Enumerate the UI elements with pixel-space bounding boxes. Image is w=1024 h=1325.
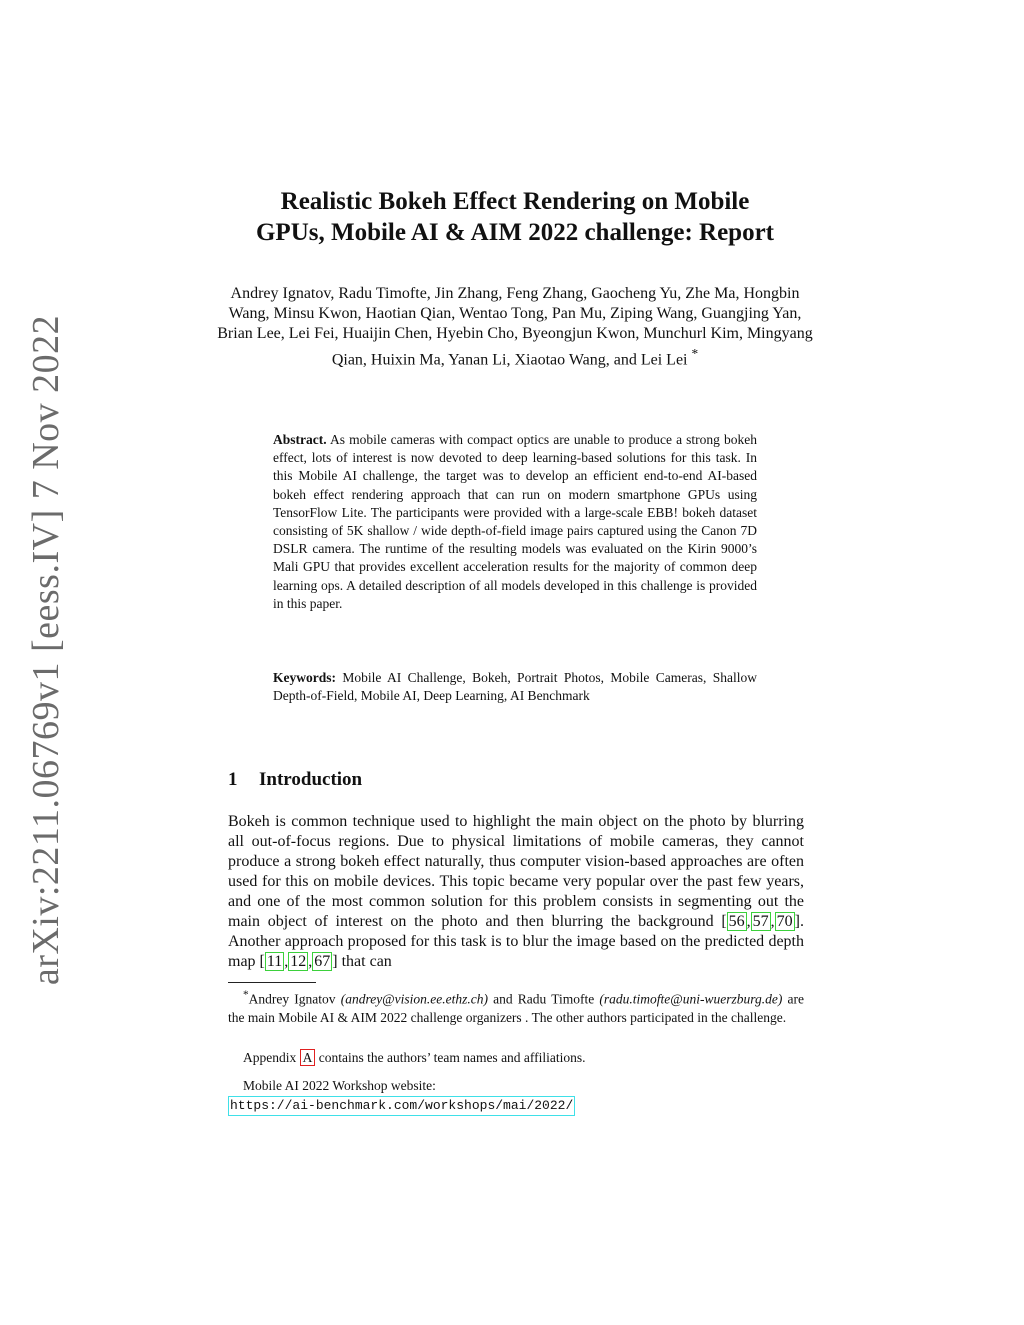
workshop-url-link[interactable]: https://ai-benchmark.com/workshops/mai/2022/	[228, 1096, 575, 1117]
footnote-organizers	[228, 986, 804, 1028]
abstract-text: As mobile cameras with compact optics are unable to produce a strong bokeh effect, lots of interest is now devoted to deep learning-based solutions for this task. In this Mobile AI challenge, the target was to develop an efficient end-to-end AI-based bokeh effect rendering approach that can run on modern smartphone GPUs using TensorFlow Lite. The participants were provided with a large-scale EBB! bokeh dataset consisting of 5K shallow / wide depth-of-field image pairs captured using the Canon 7D DSLR camera. The runtime of the resulting models was evaluated on the Kirin 9000’s Mali GPU that provides excellent acceleration results for the majority of common deep learning ops. A detailed description of all models developed in this challenge is provided in this paper.	[273, 432, 757, 611]
citation-link[interactable]: 11	[266, 953, 283, 970]
intro-text-2: ]. Another approach proposed for this task is to blur the image based on the predicted depth map [	[228, 913, 804, 970]
intro-text-1: Bokeh is common technique used to highlight the main object on the photo by blurring all out-of-focus regions. Due to physical limitations of mobile cameras, they cannot produce a strong bokeh effect naturally, thus computer vision-based approaches are often used for this on mobile devices. This topic became very popular over the past few years, and one of the most common solution for this problem consists in segmenting out the main object of interest on the photo and then blurring the background [	[228, 813, 804, 930]
email-timofte: (radu.timofte@uni-wuerzburg.de)	[599, 991, 783, 1007]
appendix-text: contains the authors’ team names and affiliations.	[315, 1050, 586, 1065]
paper-title	[215, 186, 815, 248]
authors-text: Andrey Ignatov, Radu Timofte, Jin Zhang, Feng Zhang, Gaocheng Yu, Zhe Ma, Hongbin Wang, Minsu Kwon, Haotian Qian, Wentao Tong, Pan Mu, Ziping Wang, Guangjing Yan, Brian Lee, Lei Fei, Huaijin Chen, Hyebin Cho, Byeongjun Kwon, Munchurl Kim, Mingyang Qian, Huixin Ma, Yanan Li, Xiaotao Wang, and Lei Lei	[217, 285, 813, 369]
footnote-text: Andrey Ignatov	[248, 991, 341, 1007]
section-number: 1	[228, 769, 238, 790]
footnote-text: and Radu Timofte	[487, 991, 600, 1007]
footnote-text: are the main Mobile AI & AIM 2022 challenge organizers . The other authors participated in the challenge.	[228, 991, 804, 1025]
keywords-text: Mobile AI Challenge, Bokeh, Portrait Photos, Mobile Cameras, Shallow Depth-of-Field, Mobile AI, Deep Learning, AI Benchmark	[273, 670, 758, 704]
abstract	[273, 431, 757, 613]
intro-text-3: ] that can	[332, 953, 392, 970]
citation-link[interactable]: 67	[314, 953, 331, 970]
citation-link[interactable]: 56	[728, 913, 745, 930]
citation-link[interactable]: 57	[752, 913, 769, 930]
title-line-1: Realistic Bokeh Effect Rendering on Mobile	[280, 188, 750, 215]
author-list	[215, 284, 815, 370]
footnote-rule	[228, 982, 316, 983]
citation-link[interactable]: 12	[290, 953, 307, 970]
arxiv-side-identifier: arXiv:2211.06769v1 [eess.IV] 7 Nov 2022	[25, 314, 67, 986]
footnote-workshop	[228, 1077, 804, 1116]
citation-link[interactable]: 70	[776, 913, 793, 930]
keywords-label: Keywords:	[273, 670, 336, 685]
section-heading-introduction	[228, 769, 362, 791]
keywords	[273, 669, 757, 705]
abstract-label: Abstract.	[273, 432, 327, 447]
introduction-paragraph: Bokeh is common technique used to highlight the main object on the photo by blurring all out-of-focus regions. Due to physical limitations of mobile cameras, they cannot produce a strong bokeh effect naturally, thus computer vision-based approaches are often used for this on mobile devices. This topic became very popular over the past few years, and one of the most common solution for this problem consists in segmenting out the main object of interest on the photo and then blurring the background [ 56 , 57 , 70 ]. Another approach proposed for this task is to blur the image based on the predicted depth map [ 11 , 12 , 67 ] that can	[228, 813, 804, 970]
workshop-label: Mobile AI 2022 Workshop website:	[243, 1078, 436, 1093]
title-line-2: GPUs, Mobile AI & AIM 2022 challenge: Report	[255, 219, 774, 246]
email-ignatov: (andrey@vision.ee.ethz.ch)	[340, 991, 488, 1007]
section-title: Introduction	[259, 769, 363, 790]
appendix-link[interactable]: A	[300, 1049, 316, 1066]
footnote-mark: *	[243, 989, 249, 1001]
appendix-text: Appendix	[243, 1050, 300, 1065]
authors-footnote-mark: *	[691, 346, 699, 361]
footnote-appendix	[228, 1049, 804, 1068]
